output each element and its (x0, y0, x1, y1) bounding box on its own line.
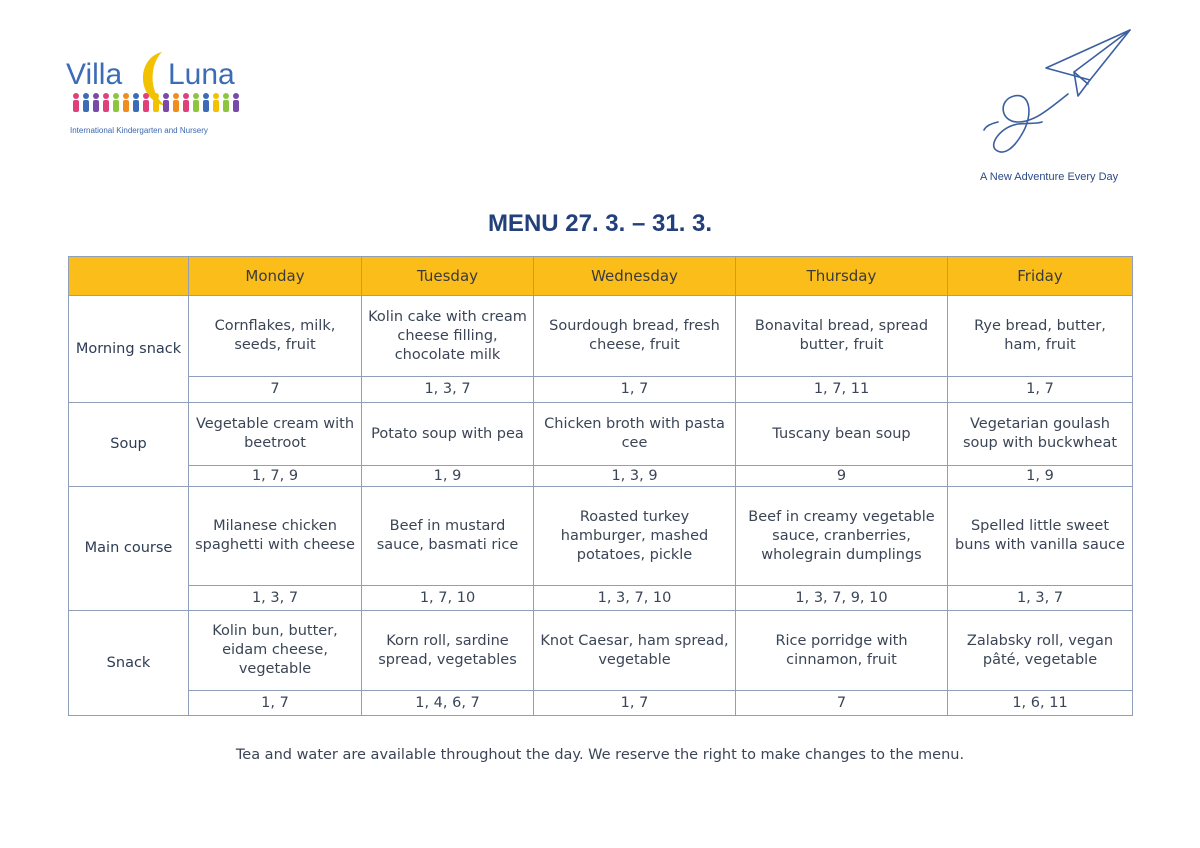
meal-cell: Beef in mustard sauce, basmati rice (362, 487, 534, 586)
meal-cell: Zalabsky roll, vegan pâté, vegetable (948, 611, 1133, 691)
section-label: Snack (69, 611, 189, 716)
meal-row (69, 611, 1133, 691)
meal-cell: Roasted turkey hamburger, mashed potatoes, pickle (534, 487, 736, 586)
allergen-cell: 9 (736, 466, 948, 487)
meal-cell: Knot Caesar, ham spread, vegetable (534, 611, 736, 691)
allergen-cell: 1, 3, 7 (362, 377, 534, 403)
allergen-cell: 1, 7, 9 (189, 466, 362, 487)
day-header: Wednesday (534, 257, 736, 296)
meal-cell: Kolin bun, butter, eidam cheese, vegetable (189, 611, 362, 691)
meal-cell: Cornflakes, milk, seeds, fruit (189, 296, 362, 377)
allergen-cell: 1, 6, 11 (948, 691, 1133, 716)
allergen-row (69, 377, 1133, 403)
meal-row (69, 403, 1133, 466)
logo-name-left: Villa (66, 58, 123, 91)
meal-cell: Korn roll, sardine spread, vegetables (362, 611, 534, 691)
allergen-cell: 7 (736, 691, 948, 716)
allergen-row (69, 466, 1133, 487)
allergen-cell: 1, 3, 7 (189, 586, 362, 611)
allergen-cell: 1, 7 (534, 691, 736, 716)
meal-cell: Bonavital bread, spread butter, fruit (736, 296, 948, 377)
allergen-cell: 1, 3, 7 (948, 586, 1133, 611)
villa-luna-logo (66, 44, 246, 140)
meal-cell: Rice porridge with cinnamon, fruit (736, 611, 948, 691)
allergen-cell: 1, 7 (534, 377, 736, 403)
day-header: Monday (189, 257, 362, 296)
allergen-cell: 1, 7 (948, 377, 1133, 403)
logo-graphic (66, 44, 246, 124)
tagline: A New Adventure Every Day (980, 171, 1119, 183)
meal-cell: Sourdough bread, fresh cheese, fruit (534, 296, 736, 377)
meal-row (69, 487, 1133, 586)
allergen-cell: 1, 7, 10 (362, 586, 534, 611)
meal-cell: Potato soup with pea (362, 403, 534, 466)
section-label: Morning snack (69, 296, 189, 403)
day-header: Thursday (736, 257, 948, 296)
allergen-cell: 1, 9 (948, 466, 1133, 487)
meal-cell: Kolin cake with cream cheese filling, chocolate milk (362, 296, 534, 377)
logo-name-right: Luna (168, 58, 235, 91)
children-row-icon (73, 93, 239, 112)
section-label: Main course (69, 487, 189, 611)
meal-cell: Tuscany bean soup (736, 403, 948, 466)
allergen-cell: 1, 9 (362, 466, 534, 487)
meal-cell: Beef in creamy vegetable sauce, cranberries, wholegrain dumplings (736, 487, 948, 586)
allergen-cell: 1, 4, 6, 7 (362, 691, 534, 716)
meal-cell: Chicken broth with pasta cee (534, 403, 736, 466)
menu-title: MENU 27. 3. – 31. 3. (487, 210, 713, 237)
allergen-cell: 1, 3, 9 (534, 466, 736, 487)
meal-row (69, 296, 1133, 377)
corner-cell (69, 257, 189, 296)
day-header: Tuesday (362, 257, 534, 296)
allergen-cell: 1, 3, 7, 9, 10 (736, 586, 948, 611)
meal-cell: Milanese chicken spaghetti with cheese (189, 487, 362, 586)
allergen-cell: 7 (189, 377, 362, 403)
meal-cell: Vegetarian goulash soup with buckwheat (948, 403, 1133, 466)
meal-cell: Rye bread, butter, ham, fruit (948, 296, 1133, 377)
allergen-cell: 1, 7 (189, 691, 362, 716)
footer-note: Tea and water are available throughout the day. We reserve the right to make changes to the menu. (235, 747, 965, 763)
menu-table (68, 256, 1133, 716)
paper-plane-icon (978, 26, 1138, 166)
allergen-row (69, 691, 1133, 716)
meal-cell: Spelled little sweet buns with vanilla sauce (948, 487, 1133, 586)
day-header-row (69, 257, 1133, 296)
allergen-row (69, 586, 1133, 611)
day-header: Friday (948, 257, 1133, 296)
allergen-cell: 1, 7, 11 (736, 377, 948, 403)
logo-subtitle: International Kindergarten and Nursery (70, 126, 208, 135)
allergen-cell: 1, 3, 7, 10 (534, 586, 736, 611)
meal-cell: Vegetable cream with beetroot (189, 403, 362, 466)
section-label: Soup (69, 403, 189, 487)
